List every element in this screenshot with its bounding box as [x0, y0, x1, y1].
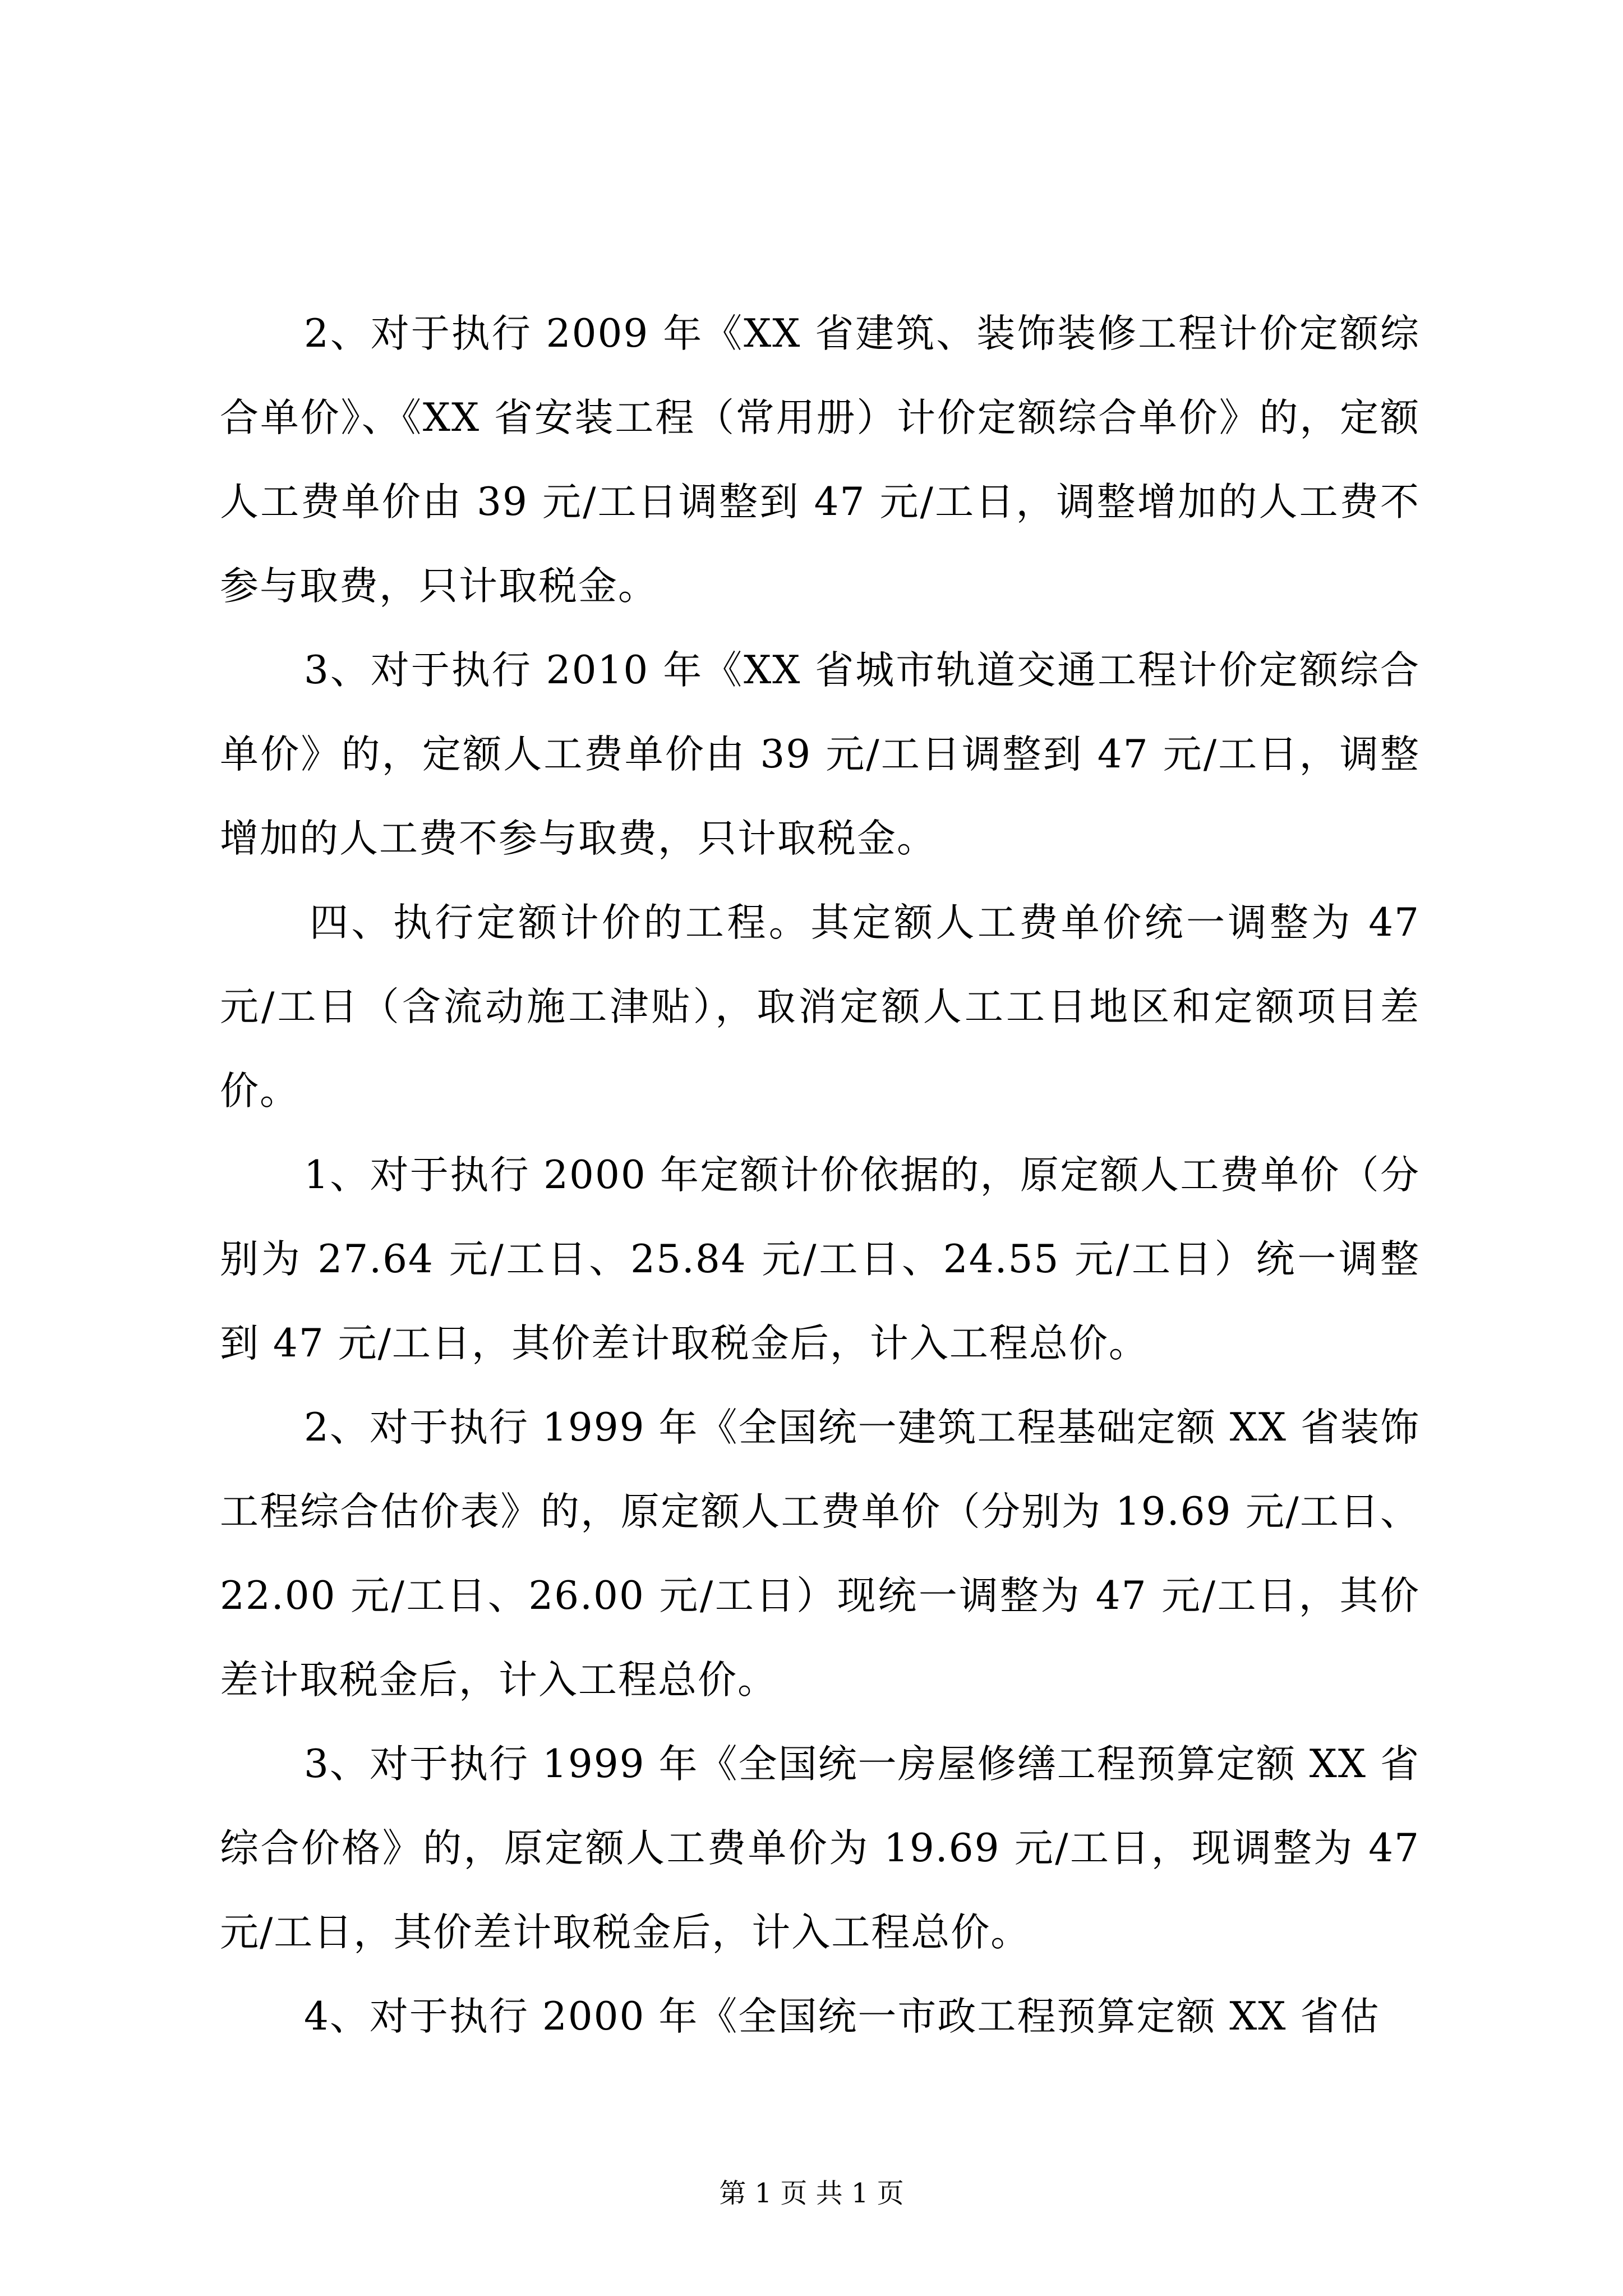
paragraph-item-3-2010: 3、对于执行 2010 年《XX 省城市轨道交通工程计价定额综合单价》的，定额人工费单价由 39 元/工日调整到 47 元/工日，调整增加的人工费不参与取费，只计取税金。 — [220, 648, 1420, 861]
paragraph-item-2-2009: 2、对于执行 2009 年《XX 省建筑、装饰装修工程计价定额综合单价》、《XX 省安装工程（常用册）计价定额综合单价》的，定额人工费单价由 39 元/工日调整到 47 元/工日，调整增加的人工费不参与取费，只计取税金。 — [220, 311, 1420, 609]
paragraph-item-1-2000: 1、对于执行 2000 年定额计价依据的，原定额人工费单价（分别为 27.64 元/工日、25.84 元/工日、24.55 元/工日）统一调整到 47 元/工日，其价差计取税金后，计入工程总价。 — [220, 1153, 1420, 1366]
paragraph-item-4-2000: 4、对于执行 2000 年《全国统一市政工程预算定额 XX 省估 — [304, 1994, 1380, 2039]
page-number-footer: 第 1 页 共 1 页 — [719, 2178, 904, 2209]
section-heading-four: 四、执行定额计价的工程。其定额人工费单价统一调整为 47 元/工日（含流动施工津贴），取消定额人工工日地区和定额项目差价。 — [220, 900, 1420, 1114]
paragraph-item-3-1999: 3、对于执行 1999 年《全国统一房屋修缮工程预算定额 XX 省综合价格》的，原定额人工费单价为 19.69 元/工日，现调整为 47 元/工日，其价差计取税金后，计入工程总价。 — [220, 1742, 1420, 1955]
document-body — [220, 292, 1420, 2059]
paragraph-item-2-1999: 2、对于执行 1999 年《全国统一建筑工程基础定额 XX 省装饰工程综合估价表》的，原定额人工费单价（分别为 19.69 元/工日、22.00 元/工日、26.00 元/工日）现统一调整为 47 元/工日，其价差计取税金后，计入工程总价。 — [220, 1405, 1420, 1703]
